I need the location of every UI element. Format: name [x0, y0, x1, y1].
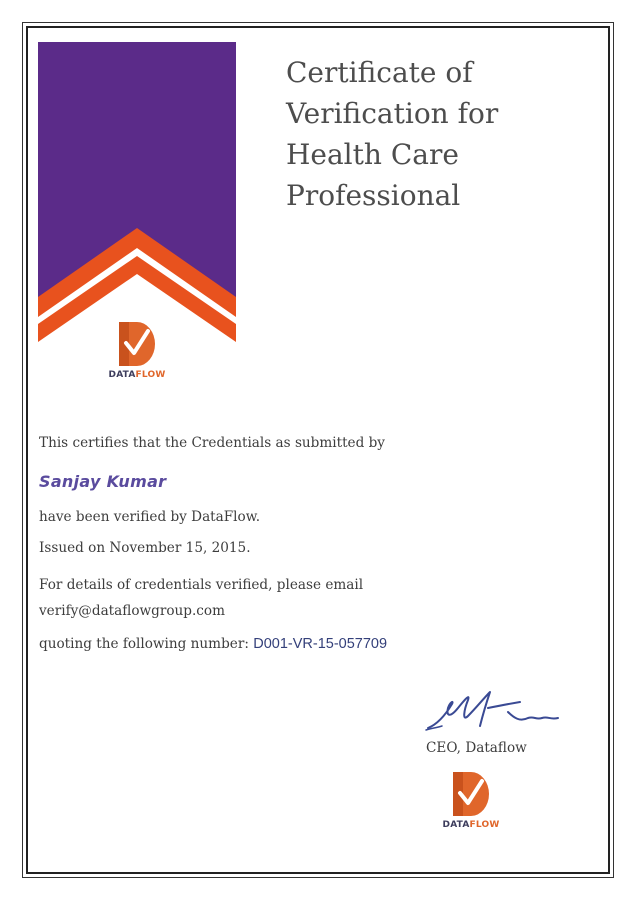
verified-text: have been verified by DataFlow.: [39, 509, 261, 525]
quoting-line: [39, 636, 387, 652]
certificate-title: [286, 52, 586, 216]
title-line: Certificate of: [286, 56, 473, 89]
issued-date: Issued on November 15, 2015.: [39, 540, 251, 556]
intro-text: This certifies that the Credentials as submitted by: [39, 435, 385, 451]
quoting-text: quoting the following number:: [39, 636, 249, 652]
title-line: Health Care: [286, 138, 459, 171]
dataflow-logo: [102, 322, 172, 384]
dataflow-wordmark: DATAFLOW: [108, 370, 166, 380]
title-line: Professional: [286, 179, 461, 212]
ceo-signature: [424, 688, 564, 736]
dataflow-wordmark: DATAFLOW: [442, 820, 500, 830]
title-line: Verification for: [286, 97, 499, 130]
ceo-title: CEO, Dataflow: [426, 740, 527, 756]
recipient-name: Sanjay Kumar: [39, 472, 167, 491]
dataflow-check-icon: [453, 772, 489, 816]
details-text: For details of credentials verified, please email: [39, 577, 364, 593]
verify-email: verify@dataflowgroup.com: [39, 603, 225, 619]
decorative-banner: [38, 42, 236, 347]
dataflow-logo: [436, 772, 506, 834]
reference-number: D001-VR-15-057709: [253, 636, 388, 652]
dataflow-check-icon: [119, 322, 155, 366]
